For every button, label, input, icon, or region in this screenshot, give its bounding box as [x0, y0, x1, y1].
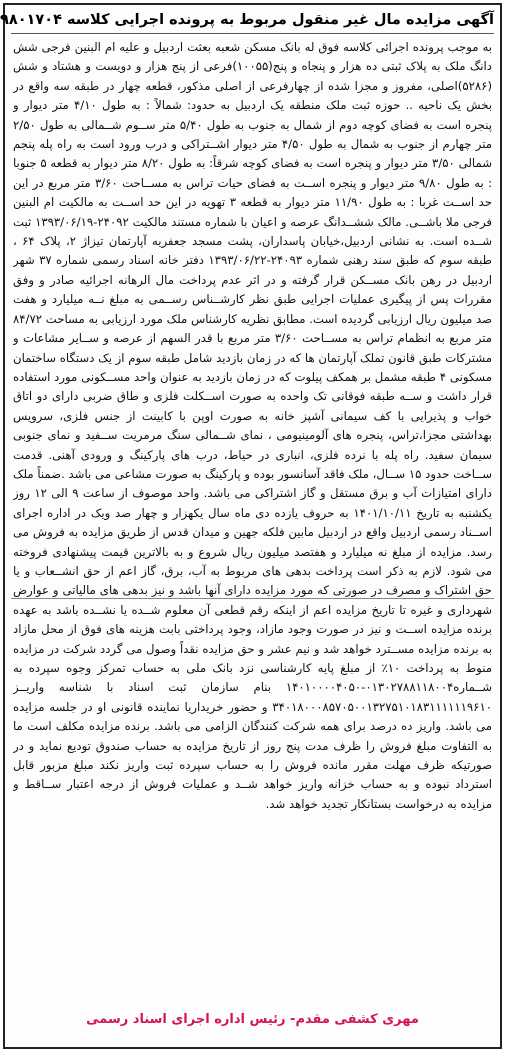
signature: مهری کشفی مقدم- رئیس اداره اجرای اسناد رسمی — [86, 1012, 419, 1027]
notice-title: آگهی مزایده مال غیر منقول مربوط به پرونده اجرایی کلاسه ۹۸۰۱۷۰۴ — [0, 12, 494, 28]
notice-body-text: به موجب پرونده اجرائی کلاسه فوق له بانک مسکن شعبه بعثت اردبیل و علیه ام البنین فرجی شش دانگ ملک به پلاک ثبتی ده هزار و پنجاه و پنج(۱۰۰۵۵)فرعی از پنج هزار و دویست و هشتاد و شش (۵۲۸۶)اصلی، مفروز و مجزا شده از چهارفرعی از اصلی مذکور، قطعه چهار در طبقه سه واقع در بخش یک ناحیه .. حوزه ثبت ملک منطقه یک اردبیل به حدود: شمالاً : به طول ۴/۱۰ متر دیوار و پنجره است به فضای کوچه دوم از شمال به جنوب به طول ۵/۴۰ متر ســوم شــمالی به طول ۲/۵۰ متر چهارم از جنوب به شمال به طول ۴/۵۰ متر دیوار اشــتراکی و درب ورود است به راه پله پنجم شمالی ۳/۵۰ متر دیوار و پنجره است به فضای کوچه شرقاً: به طول ۸/۲۰ متر دیوار به قطعه ۵ جنوبا : به طول ۹/۸۰ متر دیوار و پنجره اســت به فضای حیات تراس به مســاحت ۳/۶۰ متر مربع در این حد اســت غربا : به طول ۱۱/۹۰ متر دیوار به قطعه ۳ تهویه در این حد اســت به مالکیت ام البنین فرجی ملا باشــی. مالک ششــدانگ عرصه و اعیان با شماره مستند مالکیت ۲۴۰۹۲-۱۳۹۳/۰۶/۱۹ ثبت شــده است. به نشانی اردبیل،خیابان پاسداران، پشت مسجد جعفریه آپارتمان تیزاژ ۲، پلاک ۶۴ ، طبقه سوم که طبق سند رهنی شماره ۲۴۰۹۳-۱۳۹۳/۰۶/۲۲ دفتر خانه اسناد رسمی شماره ۳۷ شهر اردبیل در رهن بانک مســکن قرار گرفته و در اثر عدم پرداخت مال الرهانه اجرائیه صادر و وفق مقررات پس از پیگیری عملیات اجرایی طبق نظر کارشــناس رســمی به مبلغ نــه میلیارد و هفت صد میلیون ریال ارزیابی گردیده است. مطابق نظریه کارشناس ملک مورد ارزیابی به مساحت ۸۴/۷۲ متر مربع به انظمام تراس به مســاحت ۳/۶۰ متر مربع با قدر السهم از عرصه و ســایر مشاعات و مشترکات طبق قانون تملک آپارتمان ها که در زمان بازدید شامل طبقه سوم از یک دستگاه ساختمان مسکونی ۴ طبقه مشمل بر همکف پیلوت که در زمان بازدید به عنوان واحد مســکونی مورد استفاده قرار داشت و ســه طبقه فوقانی تک واحده به صورت اســکلت فلزی و طاق ضربی دارای دو اتاق خواب و پذیرایی با کف سیمانی آشپز خانه به صورت اوپن با کابینت از جنس فلزی، سرویس بهداشتی مجزا،تراس، پنجره های آلومینیومی ، نمای شــمالی سنگ مرمریت ســفید و نمای جنوبی سیمان سفید. راه پله با نرده فلزی، انباری در حیاط، درب های پارکینگ و ورودی آهنی. قدمت ســاخت حدود ۱۵ ســال، ملک فاقد آسانسور بوده و پارکینگ به صورت مشاعی می باشد .ضمناً ملک دارای امتیازات آب و برق مستقل و گاز اشتراکی می باشد. واحد موصوف از ساعت ۹ الی ۱۲ روز یکشنبه به تاریخ ۱۴۰۱/۱۰/۱۱ به حروف یازده دی ماه سال یکهزار و چهار صد ویک در اداره اجرای اســناد رسمی اردبیل واقع در اردبیل مابین فلکه جهین و میدان قدس از طریق مزایده به فروش می رسد. مزایده از مبلغ نه میلیارد و هفتصد میلیون ریال شروع و به بالاترین قیمت پیشنهادی فروخته می شود. لازم به ذکر است پرداخت بدهی های مربوط به آب، برق، گاز اعم از حق انشــعاب و یا حق اشتراک و مصرف در صورتی که مورد مزایده دارای آنها باشد و نیز بدهی های مالیاتی و عوارض شهرداری و غیره تا تاریخ مزایده اعم از اینکه رقم قطعی آن معلوم شــده یا نشــده باشد به عهده برنده مزایده اســت و نیز در صورت وجود مازاد، وجود پرداختی بابت هزینه های فوق از محل مازاد به برنده مزایده مســترد خواهد شد و نیم عشر و حق مزایده نقداً وصول می گردد شرکت در مزایده منوط به پرداخت ۱۰٪ از مبلغ پایه کارشناسی نزد بانک ملی به حساب تمرکز وجوه سپرده به شــماره۰۱۳۰۲۷۸۸۱۱۸۰۰۴-۱۴۰۱۰۰۰۰۴۰۵۰ بنام سازمان ثبت اسناد با شناسه واریــز ۳۴۰۱۸۰۰۰۸۵۷۰۵۰۰۱۳۲۷۵۱۰۱۸۳۱۱۱۱۱۱۹۶۱۰ و حضور خریداریا نماینده قانونی او در جلسه مزایده می باشد. واریز ده درصد برای همه شرکت کنندگان الزامی می باشد. برنده مزایده مکلف است ما به التفاوت مبلغ فروش را ظرف مدت پنج روز از تاریخ مزایده به حساب صندوق تودیع نماید و در صورتیکه ظرف مهلت مقرر مانده فروش را به حساب سپرده ثبت واریز نکند مبلغ مزبور قابل استرداد نبوده و به حساب خزانه واریز خواهد شــد و عملیات فروش از درجه اعتبار ســاقط و مزایده به درخواست بستانکار تجدید خواهد شد. — [13, 40, 492, 811]
section-divider — [11, 598, 494, 599]
title-divider — [11, 33, 494, 34]
notice-body — [13, 38, 492, 1003]
notice-page — [0, 3, 502, 1049]
